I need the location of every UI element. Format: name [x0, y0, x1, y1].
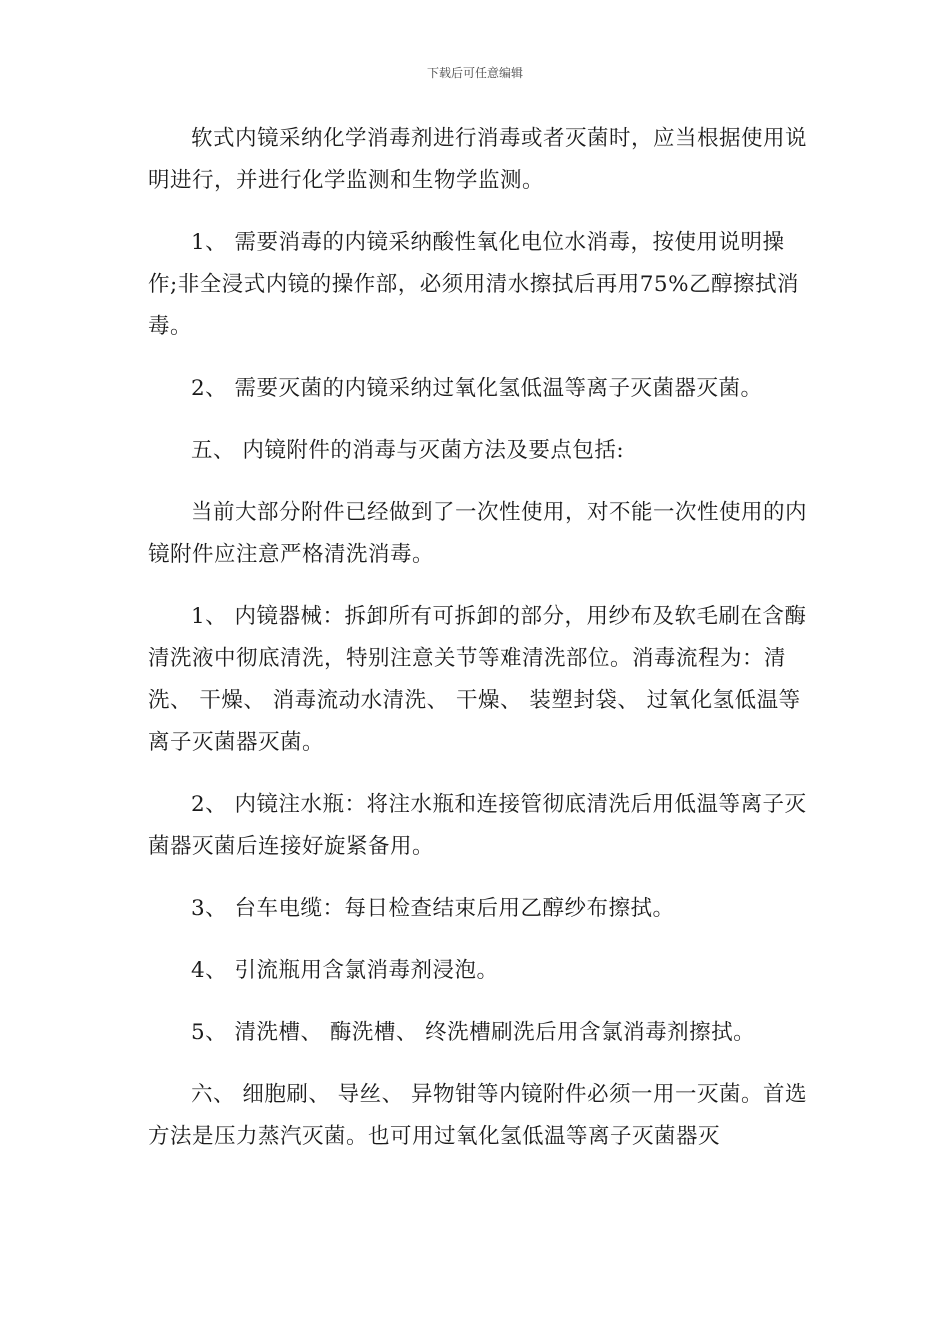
- paragraph-accessory-2-water-bottle: 2、 内镜注水瓶：将注水瓶和连接管彻底清洗后用低温等离子灭菌器灭菌后连接好旋紧备用。: [148, 792, 807, 859]
- paragraph-item-1-disinfect: 1、 需要消毒的内镜采纳酸性氧化电位水消毒，按使用说明操作;非全浸式内镜的操作部，必须用清水擦拭后再用75%乙醇擦拭消毒。: [148, 230, 800, 339]
- paragraph-accessory-1-instruments: 1、 内镜器械：拆卸所有可拆卸的部分，用纱布及软毛刷在含酶清洗液中彻底清洗，特别注意关节等难清洗部位。消毒流程为：清洗、 干燥、 消毒流动水清洗、 干燥、 装塑封袋、 过氧化氢低温等离子灭菌器灭菌。: [148, 604, 807, 755]
- paragraph-accessory-5-wash-tanks: 5、 清洗槽、 酶洗槽、 终洗槽刷洗后用含氯消毒剂擦拭。: [191, 1020, 756, 1045]
- section-heading-5: 五、 内镜附件的消毒与灭菌方法及要点包括:: [191, 438, 625, 463]
- document-body: [148, 118, 808, 1178]
- page-header: 下载后可任意编辑: [426, 66, 523, 80]
- paragraph-intro: 软式内镜采纳化学消毒剂进行消毒或者灭菌时，应当根据使用说明进行，并进行化学监测和生物学监测。: [148, 126, 808, 193]
- paragraph-accessories-intro: 当前大部分附件已经做到了一次性使用，对不能一次性使用的内镜附件应注意严格清洗消毒。: [148, 500, 808, 567]
- paragraph-accessory-3-cart-cable: 3、 台车电缆：每日检查结束后用乙醇纱布擦拭。: [191, 896, 675, 921]
- paragraph-accessory-4-drain-bottle: 4、 引流瓶用含氯消毒剂浸泡。: [191, 958, 499, 983]
- paragraph-item-2-sterilize: 2、 需要灭菌的内镜采纳过氧化氢低温等离子灭菌器灭菌。: [191, 376, 763, 401]
- section-heading-6: 六、 细胞刷、 导丝、 异物钳等内镜附件必须一用一灭菌。首选方法是压力蒸汽灭菌。也可用过氧化氢低温等离子灭菌器灭: [148, 1082, 808, 1149]
